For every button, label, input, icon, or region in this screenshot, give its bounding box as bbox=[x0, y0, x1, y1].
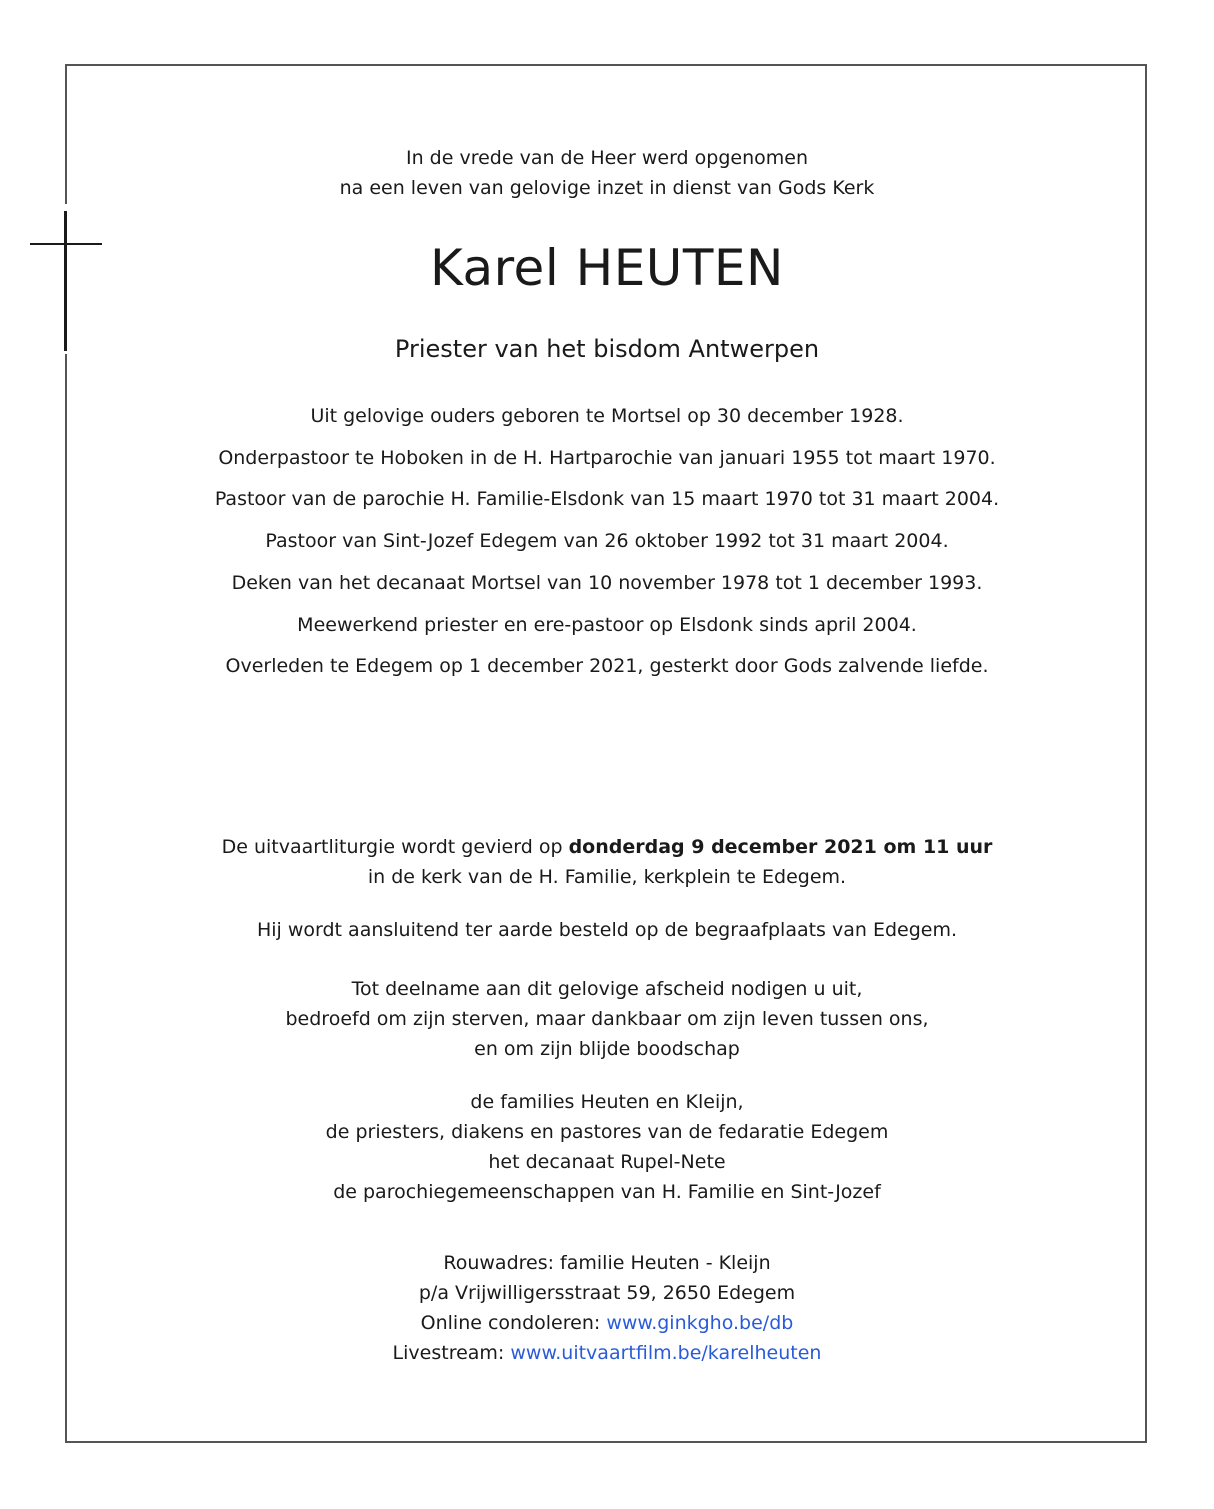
funeral-date: donderdag 9 december 2021 om 11 uur bbox=[568, 836, 993, 858]
street-address: p/a Vrijwilligersstraat 59, 2650 Edegem bbox=[418, 1282, 796, 1304]
funeral-info bbox=[66, 832, 1148, 892]
intro-text bbox=[66, 143, 1148, 203]
family-line: de priesters, diakens en pastores van de fedaratie Edegem bbox=[325, 1121, 889, 1143]
invite-line: Tot deelname aan dit gelovige afscheid nodigen u uit, bbox=[351, 978, 863, 1000]
invite-line: en om zijn blijde boodschap bbox=[474, 1038, 740, 1060]
biography bbox=[66, 396, 1148, 688]
bio-line: Overleden te Edegem op 1 december 2021, gesterkt door Gods zalvende liefde. bbox=[225, 655, 989, 678]
funeral-prefix: De uitvaartliturgie wordt gevierd op bbox=[221, 836, 569, 858]
family-line: het decanaat Rupel-Nete bbox=[488, 1151, 726, 1173]
funeral-location: in de kerk van de H. Familie, kerkplein te Edegem. bbox=[367, 866, 847, 888]
family-line: de families Heuten en Kleijn, bbox=[470, 1091, 744, 1113]
bio-line: Onderpastoor te Hoboken in de H. Hartparochie van januari 1955 tot maart 1970. bbox=[218, 446, 996, 469]
bio-line: Deken van het decanaat Mortsel van 10 november 1978 tot 1 december 1993. bbox=[231, 571, 983, 594]
families-list bbox=[66, 1087, 1148, 1207]
livestream-line bbox=[66, 1338, 1148, 1368]
bio-line: Uit gelovige ouders geboren te Mortsel op 30 december 1928. bbox=[310, 405, 904, 427]
livestream-label: Livestream: bbox=[392, 1342, 511, 1364]
livestream-link[interactable]: www.uitvaartfilm.be/karelheuten bbox=[510, 1342, 822, 1364]
condolences-label: Online condoleren: bbox=[420, 1312, 607, 1334]
intro-line: na een leven van gelovige inzet in dienst van Gods Kerk bbox=[339, 177, 875, 199]
bio-line: Pastoor van Sint-Jozef Edegem van 26 oktober 1992 tot 31 maart 2004. bbox=[265, 530, 949, 553]
deceased-name: Karel HEUTEN bbox=[430, 239, 784, 297]
invitation bbox=[66, 974, 1148, 1064]
invite-line: bedroefd om zijn sterven, maar dankbaar om zijn leven tussen ons, bbox=[285, 1008, 929, 1030]
funeral-date-line bbox=[66, 832, 1148, 862]
bio-line: Meewerkend priester en ere-pastoor op Elsdonk sinds april 2004. bbox=[297, 613, 917, 636]
contact-info bbox=[66, 1248, 1148, 1368]
rouwadres: Rouwadres: familie Heuten - Kleijn bbox=[443, 1252, 771, 1274]
family-line: de parochiegemeenschappen van H. Familie en Sint-Jozef bbox=[333, 1181, 881, 1203]
condolences-line bbox=[66, 1308, 1148, 1338]
intro-line: In de vrede van de Heer werd opgenomen bbox=[405, 147, 808, 169]
bio-line: Pastoor van de parochie H. Familie-Elsdonk van 15 maart 1970 tot 31 maart 2004. bbox=[214, 488, 1000, 511]
burial-info: Hij wordt aansluitend ter aarde besteld op de begraafplaats van Edegem. bbox=[256, 919, 958, 941]
condolences-link[interactable]: www.ginkgho.be/db bbox=[606, 1312, 794, 1334]
deceased-role: Priester van het bisdom Antwerpen bbox=[394, 335, 820, 363]
